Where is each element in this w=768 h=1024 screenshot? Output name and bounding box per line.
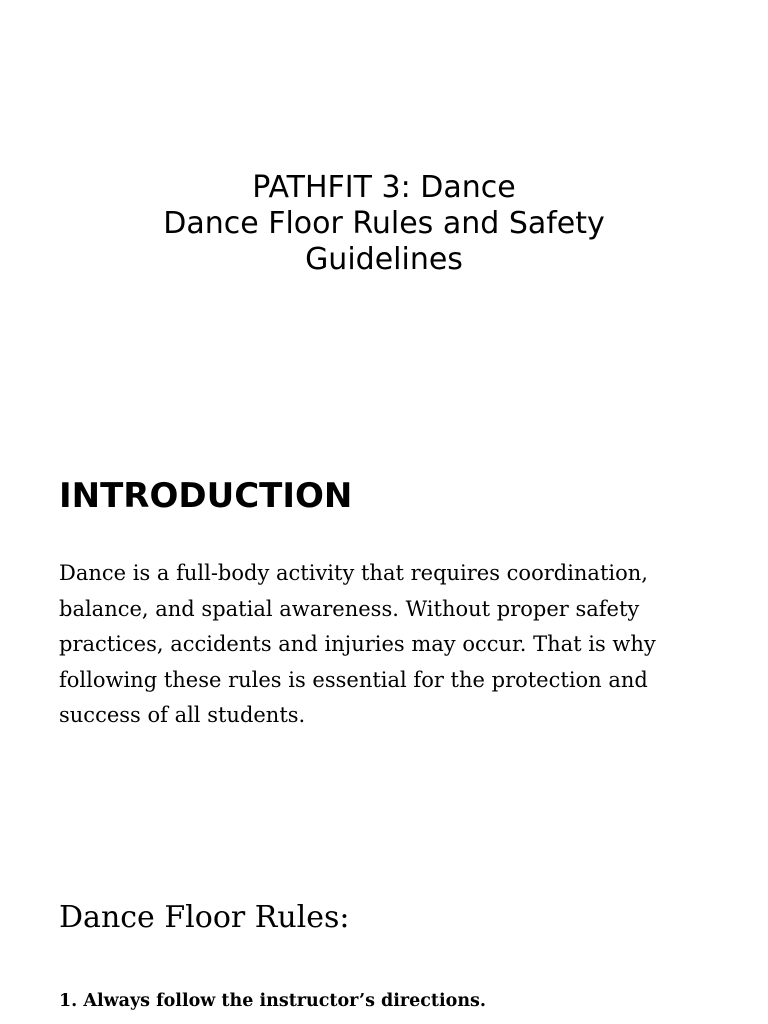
rules-heading: Dance Floor Rules: [59,900,350,935]
rule-item-1: 1. Always follow the instructor’s directions. [59,991,486,1011]
title-line-course: PATHFIT 3: Dance [252,170,516,205]
introduction-heading: INTRODUCTION [59,476,353,516]
title-line-topic-continued: Guidelines [305,242,463,277]
introduction-paragraph: Dance is a full-body activity that requires coordination, balance, and spatial awareness. Without proper safety practices, accidents and injuries may occur. That is why following these rules is essential for the protection and success of all students. [59,561,656,727]
title-line-topic: Dance Floor Rules and Safety [163,206,605,241]
document-title [0,170,768,278]
